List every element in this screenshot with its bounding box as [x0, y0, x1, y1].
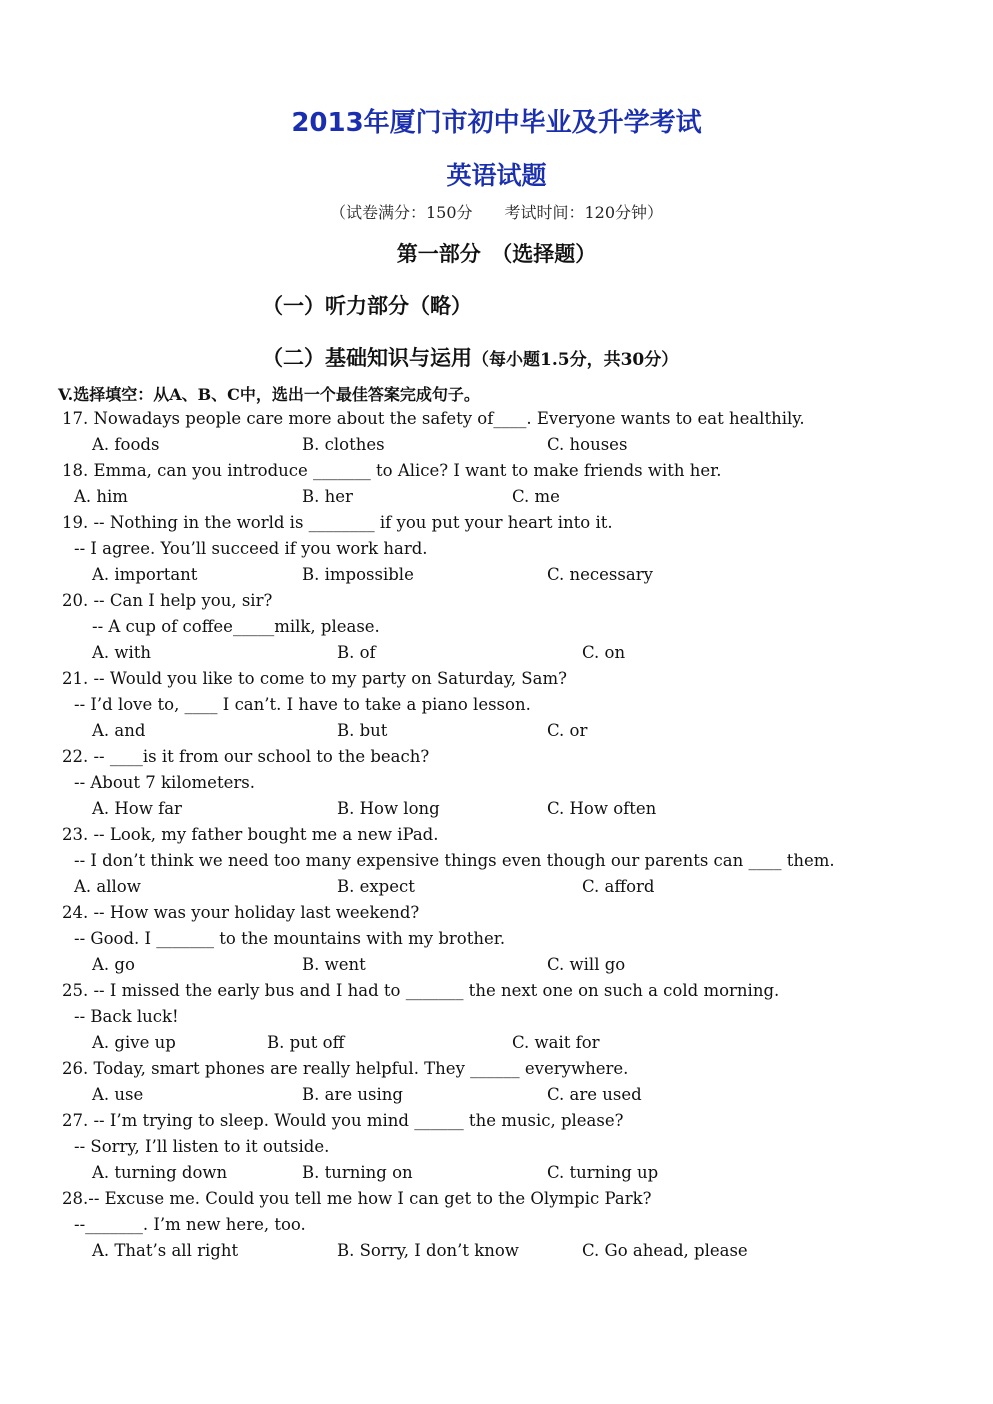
question-21-option-c: C. or	[547, 721, 588, 740]
question-19-option-b: B. impossible	[302, 565, 414, 584]
question-27-option-b: B. turning on	[302, 1163, 413, 1182]
question-22-reply: -- About 7 kilometers.	[74, 773, 255, 792]
question-22-option-c: C. How often	[547, 799, 657, 818]
instruction: V.选择填空：从A、B、C中，选出一个最佳答案完成句子。	[58, 385, 480, 404]
question-18-option-a: A. him	[74, 487, 128, 506]
question-28-option-a: A. That’s all right	[92, 1241, 239, 1260]
question-28-reply: --_______. I’m new here, too.	[74, 1215, 306, 1234]
section-basics-heading	[262, 342, 678, 372]
question-19-option-c: C. necessary	[547, 565, 653, 584]
question-21-option-a: A. and	[92, 721, 146, 740]
question-18-option-c: C. me	[512, 487, 560, 506]
question-19-option-a: A. important	[92, 565, 198, 584]
question-25-option-c: C. wait for	[512, 1033, 600, 1052]
question-25-stem: 25. -- I missed the early bus and I had to _______ the next one on such a cold morning.	[62, 981, 780, 1000]
section-listening-heading: （一）听力部分（略）	[262, 293, 472, 318]
question-25-option-a: A. give up	[92, 1033, 176, 1052]
question-20-option-b: B. of	[337, 643, 376, 662]
question-22-stem: 22. -- ____is it from our school to the beach?	[62, 747, 430, 766]
question-23-option-c: C. afford	[582, 877, 655, 896]
question-26-option-b: B. are using	[302, 1085, 403, 1104]
question-27-option-a: A. turning down	[92, 1163, 228, 1182]
exam-subtitle: 英语试题	[446, 161, 547, 190]
question-26-stem: 26. Today, smart phones are really helpful. They ______ everywhere.	[62, 1059, 629, 1078]
question-21-option-b: B. but	[337, 721, 388, 740]
question-25-reply: -- Back luck!	[74, 1007, 179, 1026]
question-24-reply: -- Good. I _______ to the mountains with my brother.	[74, 929, 506, 948]
question-26-option-c: C. are used	[547, 1085, 642, 1104]
question-23-stem: 23. -- Look, my father bought me a new iPad.	[62, 825, 439, 844]
question-28-option-b: B. Sorry, I don’t know	[337, 1241, 519, 1260]
question-17-option-b: B. clothes	[302, 435, 385, 454]
question-20-stem: 20. -- Can I help you, sir?	[62, 591, 273, 610]
exam-info: （试卷满分：150分 考试时间：120分钟）	[329, 203, 664, 222]
question-19-stem: 19. -- Nothing in the world is ________ if you put your heart into it.	[62, 513, 613, 532]
question-17-option-c: C. houses	[547, 435, 628, 454]
question-20-reply: -- A cup of coffee_____milk, please.	[92, 617, 380, 636]
question-21-stem: 21. -- Would you like to come to my party on Saturday, Sam?	[62, 669, 567, 688]
question-24-option-c: C. will go	[547, 955, 626, 974]
question-27-option-c: C. turning up	[547, 1163, 659, 1182]
question-27-stem: 27. -- I’m trying to sleep. Would you mind ______ the music, please?	[62, 1111, 624, 1130]
question-24-option-a: A. go	[92, 955, 135, 974]
question-25-option-b: B. put off	[267, 1033, 345, 1052]
exam-title: 2013年厦门市初中毕业及升学考试	[291, 108, 702, 138]
question-27-reply: -- Sorry, I’ll listen to it outside.	[74, 1137, 330, 1156]
question-22-option-b: B. How long	[337, 799, 440, 818]
question-18-stem: 18. Emma, can you introduce _______ to Alice? I want to make friends with her.	[62, 461, 722, 480]
question-20-option-a: A. with	[92, 643, 152, 662]
part-heading: 第一部分 （选择题）	[396, 241, 597, 266]
section-basics-note: （每小题1.5分，共30分）	[472, 350, 679, 370]
question-23-option-a: A. allow	[74, 877, 141, 896]
question-17-stem: 17. Nowadays people care more about the safety of____. Everyone wants to eat healthily.	[62, 409, 805, 428]
question-17-option-a: A. foods	[92, 435, 160, 454]
question-24-option-b: B. went	[302, 955, 366, 974]
question-18-option-b: B. her	[302, 487, 353, 506]
question-20-option-c: C. on	[582, 643, 626, 662]
question-22-option-a: A. How far	[92, 799, 182, 818]
question-28-option-c: C. Go ahead, please	[582, 1241, 748, 1260]
question-23-reply: -- I don’t think we need too many expensive things even though our parents can ____ them.	[74, 851, 835, 870]
question-24-stem: 24. -- How was your holiday last weekend?	[62, 903, 420, 922]
question-19-reply: -- I agree. You’ll succeed if you work hard.	[74, 539, 428, 558]
section-basics-title: （二）基础知识与运用	[262, 345, 472, 370]
question-23-option-b: B. expect	[337, 877, 415, 896]
question-28-stem: 28.-- Excuse me. Could you tell me how I can get to the Olympic Park?	[62, 1189, 652, 1208]
question-26-option-a: A. use	[92, 1085, 144, 1104]
question-21-reply: -- I’d love to, ____ I can’t. I have to take a piano lesson.	[74, 695, 531, 714]
